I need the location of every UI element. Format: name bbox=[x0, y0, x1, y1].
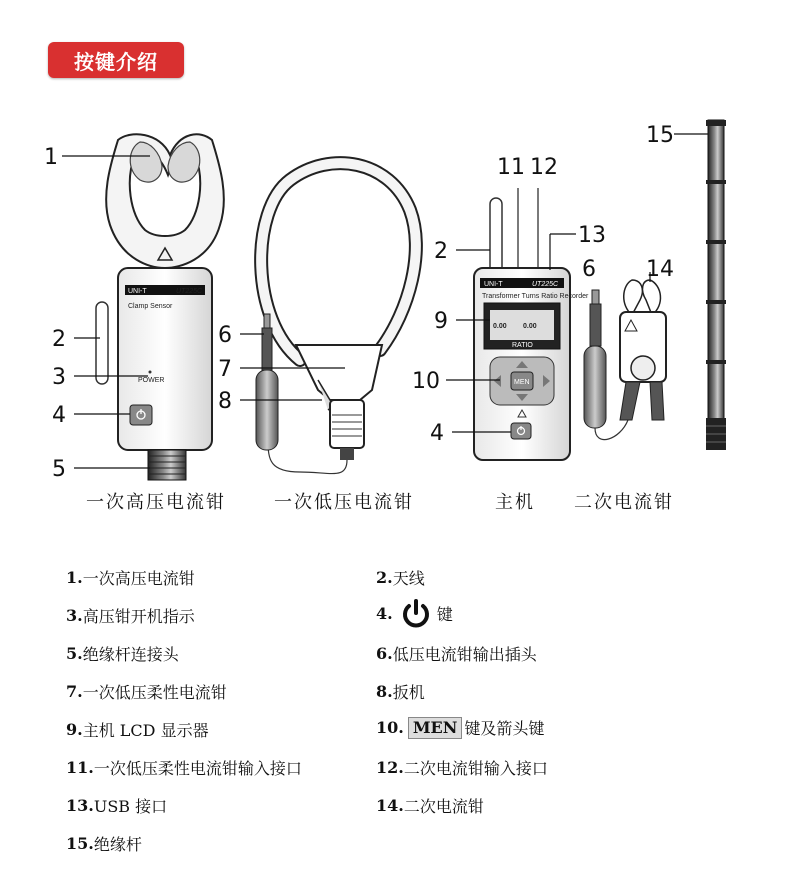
callout-13: 13 bbox=[578, 223, 606, 248]
main-unit bbox=[474, 188, 589, 460]
legend-item-7: 7. 一次低压柔性电流钳 bbox=[66, 682, 227, 702]
callout-4b: 4 bbox=[430, 421, 444, 446]
callout-2b: 2 bbox=[434, 239, 448, 264]
callout-9: 9 bbox=[434, 309, 448, 334]
callout-6a: 6 bbox=[218, 323, 232, 348]
lv-handle bbox=[330, 400, 364, 448]
secondary-plug bbox=[584, 346, 606, 428]
callout-5: 5 bbox=[52, 457, 66, 482]
main-subtitle: Transformer Turns Ratio Recorder bbox=[482, 293, 589, 300]
legend-item-1: 1. 一次高压电流钳 bbox=[66, 568, 195, 588]
lv-clamp-head bbox=[296, 345, 382, 400]
hv-rod-connector bbox=[148, 450, 186, 480]
callout-7: 7 bbox=[218, 357, 232, 382]
callout-15: 15 bbox=[646, 123, 674, 148]
lv-output-plug bbox=[256, 370, 278, 450]
product-diagram bbox=[0, 100, 800, 520]
caption-main-unit: 主机 bbox=[495, 492, 535, 513]
legend-item-14: 14. 二次电流钳 bbox=[376, 796, 484, 816]
callout-1: 1 bbox=[44, 145, 58, 170]
legend-item-4: 4. 键 bbox=[376, 598, 453, 628]
lcd-ratio-label: RATIO bbox=[512, 342, 533, 349]
caption-secondary-clamp: 二次电流钳 bbox=[574, 492, 674, 513]
hv-brand: UNI-T bbox=[128, 288, 147, 295]
callout-12: 12 bbox=[530, 155, 558, 180]
legend-item-2: 2. 天线 bbox=[376, 568, 425, 588]
hv-sensor-label: Clamp Sensor bbox=[128, 303, 173, 310]
callout-4a: 4 bbox=[52, 403, 66, 428]
legend-item-6: 6. 低压电流钳输出插头 bbox=[376, 644, 537, 664]
men-key-label: MEN bbox=[514, 379, 530, 386]
men-key-box: MEN bbox=[408, 717, 463, 739]
caption-hv-clamp: 一次高压电流钳 bbox=[86, 492, 226, 513]
legend-item-13: 13. USB 接口 bbox=[66, 796, 168, 816]
callout-8: 8 bbox=[218, 389, 232, 414]
legend-item-11: 11. 一次低压柔性电流钳输入接口 bbox=[66, 758, 302, 778]
main-model: UT225C bbox=[532, 281, 559, 288]
main-antenna bbox=[490, 198, 502, 273]
callout-2a: 2 bbox=[52, 327, 66, 352]
callout-3: 3 bbox=[52, 365, 66, 390]
hv-antenna bbox=[96, 302, 108, 384]
caption-lv-clamp: 一次低压电流钳 bbox=[274, 492, 414, 513]
hv-model: UT225C bbox=[176, 288, 203, 295]
legend-item-5: 5. 绝缘杆连接头 bbox=[66, 644, 179, 664]
legend-item-8: 8. 扳机 bbox=[376, 682, 425, 702]
hv-power-label: POWER bbox=[138, 377, 165, 384]
section-title: 按键介绍 bbox=[48, 42, 184, 78]
hv-power-button[interactable] bbox=[130, 405, 152, 425]
legend-item-10: 10. MEN 键及箭头键 bbox=[376, 717, 545, 738]
callout-10: 10 bbox=[412, 369, 440, 394]
callout-14: 14 bbox=[646, 257, 674, 282]
legend-item-15: 15. 绝缘杆 bbox=[66, 834, 142, 854]
lv-clamp bbox=[256, 163, 416, 473]
secondary-callouts bbox=[582, 257, 674, 282]
main-brand: UNI-T bbox=[484, 281, 503, 288]
legend-item-9: 9. 主机 LCD 显示器 bbox=[66, 720, 209, 740]
main-power-button[interactable] bbox=[511, 423, 531, 439]
legend-item-12: 12. 二次电流钳输入接口 bbox=[376, 758, 548, 778]
legend-item-3: 3. 高压钳开机指示 bbox=[66, 606, 195, 626]
hv-clamp bbox=[96, 134, 224, 480]
secondary-clamp bbox=[584, 280, 666, 440]
callout-11: 11 bbox=[497, 155, 525, 180]
callout-6b: 6 bbox=[582, 257, 596, 282]
secondary-clamp-jaw bbox=[624, 280, 643, 315]
power-icon bbox=[401, 598, 431, 628]
lcd-left-value: 0.00 bbox=[493, 323, 507, 330]
lcd-right-value: 0.00 bbox=[523, 323, 537, 330]
